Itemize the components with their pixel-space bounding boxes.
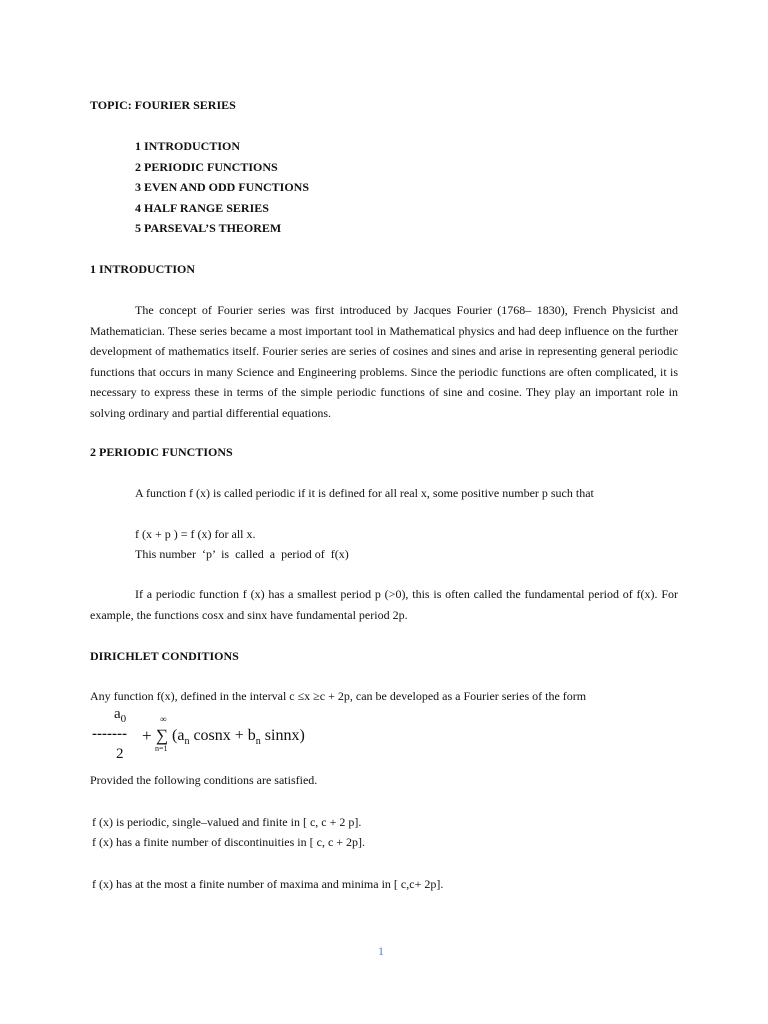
toc-item-periodic-functions: 2 PERIODIC FUNCTIONS (135, 160, 278, 174)
page-number: 1 (378, 944, 384, 958)
condition-maxima-minima: f (x) has at the most a finite number of maxima and minima in [ c,c+ 2p]. (92, 877, 444, 891)
periodic-definition: A function f (x) is called periodic if it is defined for all real x, some positive number p such that (135, 486, 594, 500)
formula-term: ($a_n$ cosnx + $b_n$ sinnx) (172, 727, 305, 747)
toc-item-half-range-series: 4 HALF RANGE SERIES (135, 201, 269, 215)
periodic-equation: f (x + p ) = f (x) for all x. (135, 527, 256, 541)
dirichlet-intro: Any function f(x), defined in the interval c ≤x ≥c + 2p, can be developed as a Fourier series of the form (90, 689, 587, 703)
condition-periodic: f (x) is periodic, single–valued and finite in [ c, c + 2 p]. (92, 815, 362, 829)
intro-paragraph (90, 300, 678, 423)
fundamental-period-text: If a periodic function f (x) has a smallest period p (>0), this is often called the fundamental period of f(x). For example, the functions cosx and sinx have fundamental period 2p. (90, 587, 678, 622)
section-heading-dirichlet: DIRICHLET CONDITIONS (90, 649, 239, 663)
formula-lower-limit: n=1 (155, 744, 168, 753)
fourier-series-formula (92, 706, 352, 768)
condition-discontinuities: f (x) has a finite number of discontinuities in [ c, c + 2p]. (92, 835, 366, 849)
toc-item-introduction: 1 INTRODUCTION (135, 139, 241, 153)
formula-plus-sum: + ∑ (142, 726, 168, 745)
section-heading-introduction: 1 INTRODUCTION (90, 262, 196, 276)
toc-item-even-odd-functions: 3 EVEN AND ODD FUNCTIONS (135, 180, 310, 194)
formula-denominator: 2 (116, 746, 124, 762)
toc-item-parsevals-theorem: 5 PARSEVAL’S THEOREM (135, 221, 282, 235)
formula-fraction-bar: ------- (92, 726, 127, 742)
topic-title: TOPIC: FOURIER SERIES (90, 98, 236, 112)
fundamental-period-paragraph (90, 584, 678, 625)
section-heading-periodic-functions: 2 PERIODIC FUNCTIONS (90, 445, 233, 459)
formula-numerator: $a_0$ (114, 706, 127, 725)
provided-conditions: Provided the following conditions are satisfied. (90, 773, 318, 787)
formula-upper-limit: ∞ (160, 714, 167, 724)
period-line: This number ‘p’ is called a period of f(x) (135, 547, 349, 561)
intro-paragraph-text: The concept of Fourier series was first introduced by Jacques Fourier (1768– 1830), French Physicist and Mathematician. These series became a most important tool in Mathematical physics and had deep influence on the further development of mathematics itself. Fourier series are series of cosines and sines and arise in representing general periodic functions that occurs in many Science and Engineering problems. Since the periodic functions are often complicated, it is necessary to express these in terms of the simple periodic functions of sine and cosine. They play an important role in solving ordinary and partial differential equations. (90, 303, 678, 420)
